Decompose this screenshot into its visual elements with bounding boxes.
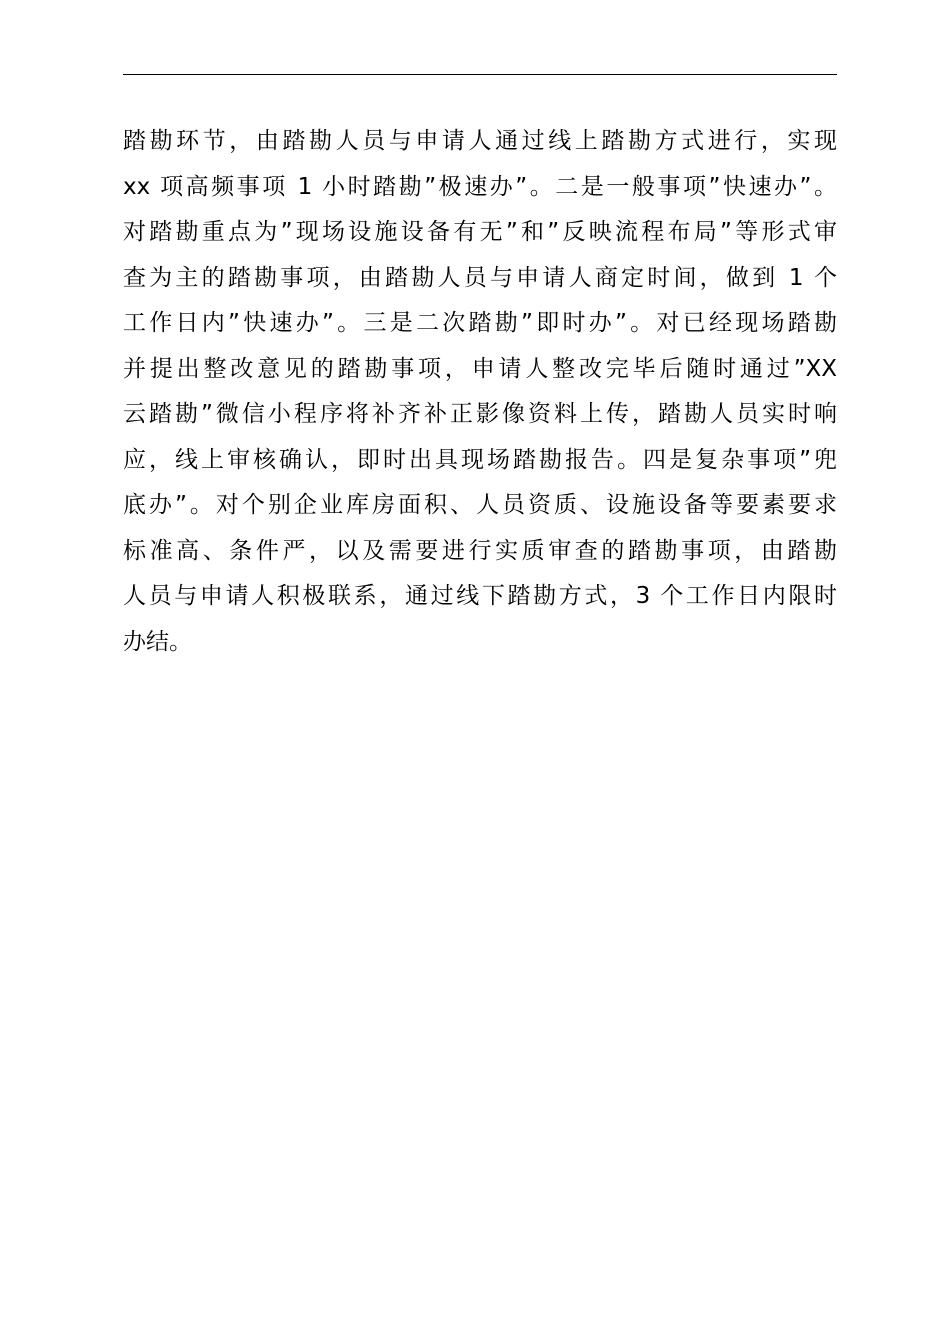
paragraph-line: xx 项高频事项 1 小时踏勘”极速办”。二是一般事项”快速办”。 bbox=[123, 173, 837, 200]
header-rule bbox=[123, 74, 837, 75]
paragraph-line: 办结。 bbox=[123, 628, 192, 655]
paragraph-line: 并提出整改意见的踏勘事项，申请人整改完毕后随时通过”XX bbox=[123, 355, 837, 382]
paragraph-line: 标准高、条件严，以及需要进行实质审查的踏勘事项，由踏勘 bbox=[123, 537, 837, 564]
paragraph-line: 对踏勘重点为”现场设施设备有无”和”反映流程布局”等形式审 bbox=[123, 219, 837, 245]
paragraph-line: 踏勘环节，由踏勘人员与申请人通过线上踏勘方式进行，实现 bbox=[123, 128, 837, 154]
paragraph-line: 底办”。对个别企业库房面积、人员资质、设施设备等要素要求 bbox=[123, 492, 837, 518]
body-paragraph bbox=[123, 119, 837, 665]
paragraph-line: 人员与申请人积极联系，通过线下踏勘方式，3 个工作日内限时 bbox=[123, 583, 837, 609]
paragraph-line: 应，线上审核确认，即时出具现场踏勘报告。四是复杂事项”兜 bbox=[123, 446, 837, 473]
paragraph-line: 查为主的踏勘事项，由踏勘人员与申请人商定时间，做到 1 个 bbox=[123, 264, 837, 291]
paragraph-line: 云踏勘”微信小程序将补齐补正影像资料上传，踏勘人员实时响 bbox=[123, 401, 837, 427]
paragraph-line: 工作日内”快速办”。三是二次踏勘”即时办”。对已经现场踏勘 bbox=[123, 310, 837, 336]
